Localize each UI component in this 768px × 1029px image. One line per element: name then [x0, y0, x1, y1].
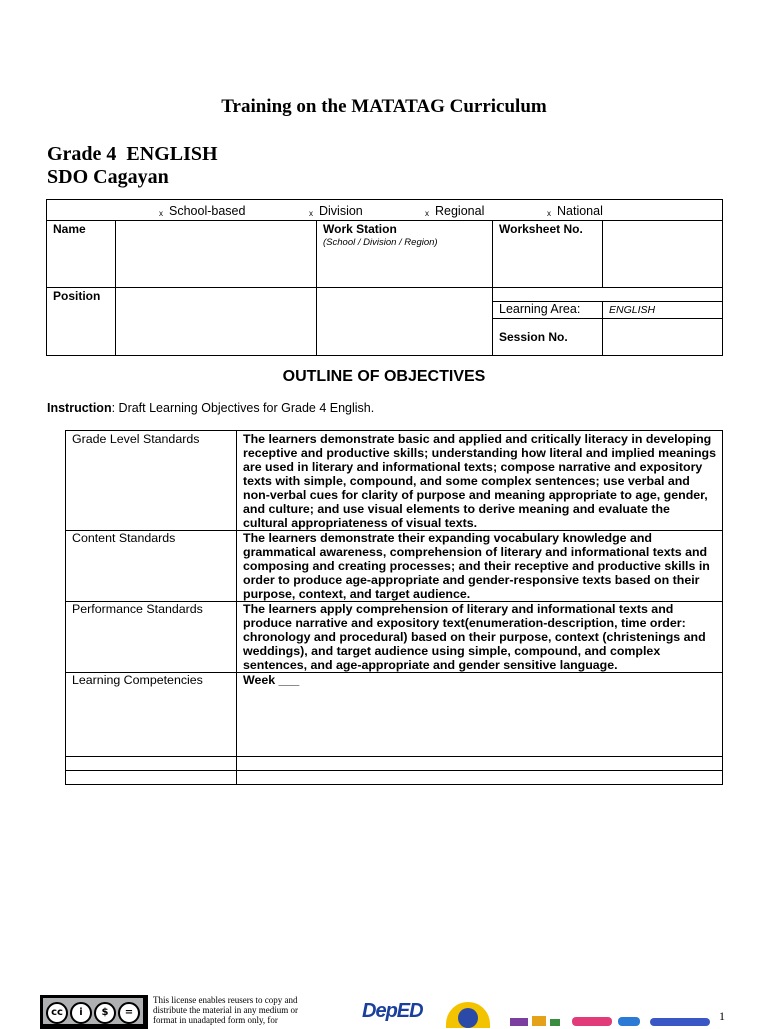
level-option-label: National: [557, 204, 603, 218]
page-number: 1: [719, 1009, 725, 1023]
deped-logo: [362, 1000, 423, 1023]
empty-cell[interactable]: [237, 771, 723, 785]
check-mark-icon: x: [309, 209, 313, 218]
objective-text[interactable]: Week ___: [237, 673, 723, 757]
instruction-label: Instruction: [47, 401, 112, 415]
empty-row: [66, 771, 723, 785]
learning-area-value[interactable]: ENGLISH: [603, 302, 723, 319]
session-field[interactable]: [603, 319, 723, 356]
level-option-label: School-based: [169, 204, 246, 218]
position-label: Position: [47, 288, 116, 356]
objective-row: [66, 673, 723, 757]
deped-logo-text: DepED: [362, 1000, 423, 1022]
empty-cell[interactable]: [66, 771, 237, 785]
instruction-line: [47, 401, 374, 415]
cc-icon: cc: [46, 1002, 68, 1024]
level-option-regional[interactable]: [425, 204, 484, 218]
position-field[interactable]: [116, 288, 317, 356]
check-mark-icon: x: [547, 209, 551, 218]
partner-logos-icon: [510, 1014, 730, 1026]
objective-text[interactable]: The learners apply comprehension of literary and informational texts and produce narrative and expository text(enumeration-description, time order: chronology and procedural) based on their purpose, context (christenings and weddings), and target audience using simple, compound, and complex sentences, and age-appropriate and gender sensitive language.: [237, 602, 723, 673]
participant-info-table: [46, 199, 723, 356]
nc-icon: $: [94, 1002, 116, 1024]
by-icon: i: [70, 1002, 92, 1024]
work-station-cell[interactable]: [317, 221, 493, 288]
worksheet-field[interactable]: [603, 221, 723, 288]
objective-label: Grade Level Standards: [66, 431, 237, 531]
level-option-national[interactable]: [547, 204, 603, 218]
worksheet-label: Worksheet No.: [493, 221, 603, 288]
check-mark-icon: x: [425, 209, 429, 218]
empty-cell[interactable]: [66, 757, 237, 771]
license-text: This license enables reusers to copy and distribute the material in any medium or format in unadapted form only, for: [153, 995, 298, 1025]
objective-label: Content Standards: [66, 531, 237, 602]
level-option-label: Division: [319, 204, 363, 218]
grade-subject-line: Grade 4 ENGLISH: [47, 143, 218, 165]
session-label: Session No.: [493, 319, 603, 356]
objective-label: Performance Standards: [66, 602, 237, 673]
instruction-text: : Draft Learning Objectives for Grade 4 English.: [111, 401, 375, 415]
objective-text[interactable]: The learners demonstrate basic and applied and critically literacy in developing receptive and productive skills; understanding how literal and implied meanings are used in literary and informational texts; compose narrative and expository texts with simple, compound, and some complex sentences; use verbal and non-verbal cues for clarity of purpose and meaning appropriate to age, gender, and culture; and use visual elements to derive meaning and evaluate the cultural appropriateness of visual texts.: [237, 431, 723, 531]
objective-row: [66, 531, 723, 602]
objective-row: [66, 431, 723, 531]
level-options-row: [47, 200, 723, 221]
work-station-sublabel: (School / Division / Region): [323, 237, 438, 248]
level-option-school-based[interactable]: [159, 204, 245, 218]
spacer-cell: [493, 288, 723, 302]
name-field[interactable]: [116, 221, 317, 288]
document-title: Training on the MATATAG Curriculum: [221, 96, 547, 117]
level-option-division[interactable]: [309, 204, 363, 218]
sdo-line: SDO Cagayan: [47, 166, 169, 188]
objective-row: [66, 602, 723, 673]
philippine-seal-icon: [446, 1002, 490, 1028]
objective-text[interactable]: The learners demonstrate their expanding vocabulary knowledge and grammatical awareness, comprehension of literary and informational texts and composing and creating processes; and their receptive and productive skills in order to produce age-appropriate and gender-responsive texts based on their purpose, context, and target audience.: [237, 531, 723, 602]
empty-cell[interactable]: [237, 757, 723, 771]
nd-icon: =: [118, 1002, 140, 1024]
objective-label: Learning Competencies: [66, 673, 237, 757]
position-workstation-field[interactable]: [317, 288, 493, 356]
check-mark-icon: x: [159, 209, 163, 218]
empty-row: [66, 757, 723, 771]
learning-area-label: Learning Area:: [493, 302, 603, 319]
level-option-label: Regional: [435, 204, 485, 218]
objectives-table: [65, 430, 723, 785]
name-label: Name: [47, 221, 116, 288]
work-station-label: Work Station: [323, 222, 397, 236]
outline-title: OUTLINE OF OBJECTIVES: [282, 368, 486, 385]
